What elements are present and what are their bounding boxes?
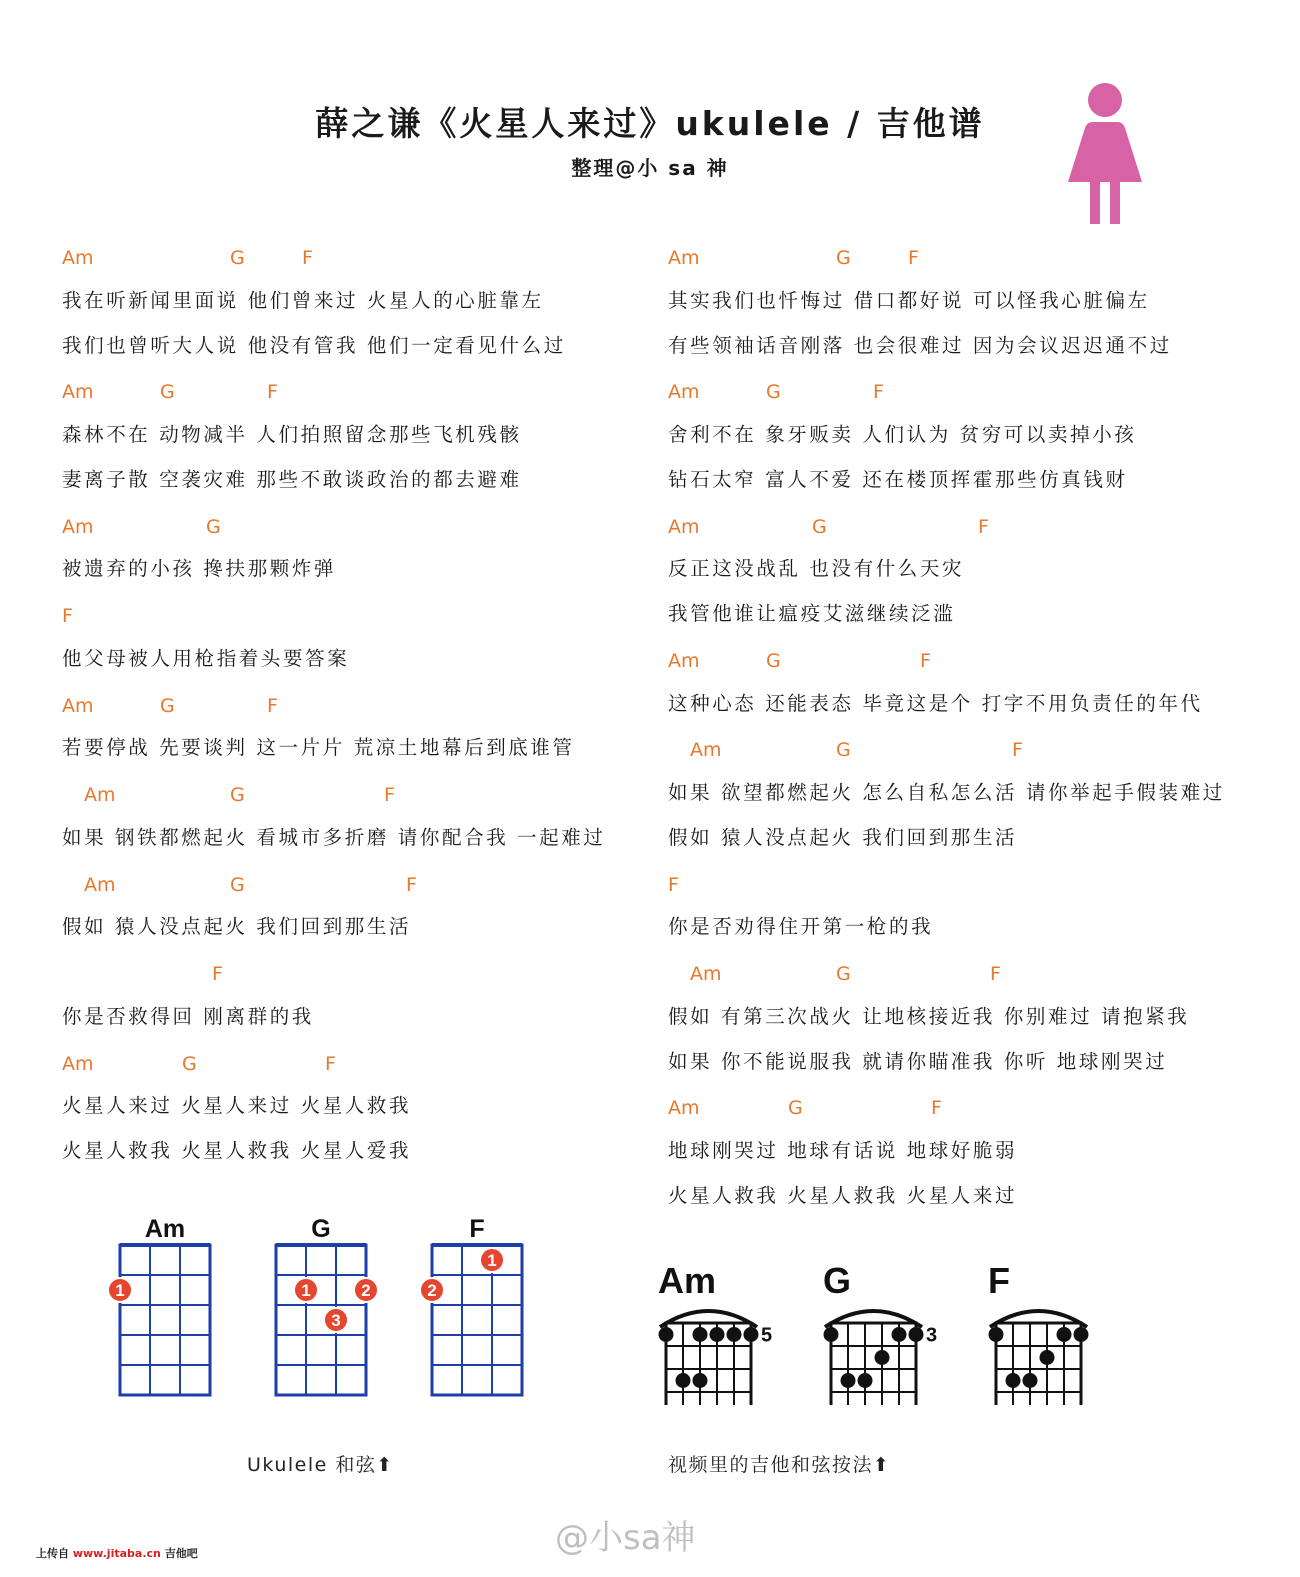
- chord-line: [62, 598, 606, 643]
- uploader-credit: [36, 1545, 198, 1561]
- guitar-finger-dot: [1023, 1373, 1038, 1388]
- chord-label: F: [384, 784, 395, 806]
- chord-line: [62, 1046, 606, 1091]
- chord-label: F: [920, 649, 931, 672]
- ukulele-finger-number: 2: [427, 1281, 437, 1300]
- lyric-line: 他父母被人用枪指着头要答案: [62, 646, 350, 670]
- guitar-finger-dot: [1074, 1327, 1089, 1342]
- lyric-line: 火星人救我 火星人救我 火星人来过: [668, 1183, 1018, 1207]
- chord-line: [668, 240, 1225, 285]
- lyric-line: 钻石太窄 富人不爱 还在楼顶挥霍那些仿真钱财: [668, 467, 1128, 491]
- lyric-line: 火星人来过 火星人来过 火星人救我: [62, 1094, 412, 1118]
- chord-label: G: [766, 649, 781, 672]
- lyric-line: 如果 钢铁都燃起火 看城市多折磨 请你配合我 一起难过: [62, 825, 606, 849]
- chord-label: Am: [668, 1097, 700, 1120]
- chord-label: Am: [690, 963, 722, 985]
- chord-label: G: [230, 784, 245, 806]
- woman-icon: [1060, 82, 1150, 227]
- lyric-line: 假如 猿人没点起火 我们回到那生活: [668, 825, 1018, 849]
- chord-label: Am: [62, 247, 94, 269]
- lyric-line: 妻离子散 空袭灾难 那些不敢谈政治的都去避难: [62, 467, 522, 491]
- chord-line: [668, 374, 1225, 419]
- lyric-line: 地球刚哭过 地球有话说 地球好脆弱: [668, 1139, 1018, 1162]
- chord-line: [62, 956, 606, 1001]
- guitar-chord-name: G: [823, 1260, 852, 1301]
- chord-line: [62, 867, 606, 912]
- ukulele-fretboard: [120, 1245, 210, 1395]
- lyric-line: 我管他谁让瘟疫艾滋继续泛滥: [668, 602, 956, 625]
- lyric-line: 这种心态 还能表态 毕竟这是个 打字不用负责任的年代: [668, 691, 1203, 715]
- ukulele-chord-name: G: [311, 1215, 331, 1243]
- chord-label: Am: [668, 247, 700, 269]
- chord-line: [62, 688, 606, 733]
- chord-label: F: [1012, 739, 1023, 762]
- chord-label: Am: [84, 784, 116, 806]
- lyric-line: 如果 欲望都燃起火 怎么自私怎么活 请你举起手假装难过: [668, 781, 1225, 804]
- chord-label: Am: [668, 515, 700, 538]
- ukulele-chord-name: F: [469, 1215, 485, 1243]
- guitar-fret-number: 5: [761, 1324, 773, 1347]
- chord-label: Am: [668, 649, 700, 672]
- uploader-site-link[interactable]: www.jitaba.cn: [72, 1547, 161, 1560]
- chord-label: G: [160, 381, 175, 404]
- chord-label: G: [182, 1052, 197, 1075]
- chord-line: [668, 867, 1225, 912]
- chord-label: F: [267, 381, 278, 404]
- chord-label: G: [836, 963, 851, 985]
- right-lyrics-column: [668, 240, 1225, 1225]
- ukulele-finger-number: 1: [487, 1251, 497, 1270]
- lyric-line: 我们也曾听大人说 他没有管我 他们一定看见什么过: [62, 333, 566, 357]
- guitar-finger-dot: [693, 1327, 708, 1342]
- guitar-finger-dot: [841, 1373, 856, 1388]
- chord-label: Am: [62, 381, 94, 404]
- chord-label: G: [812, 515, 827, 538]
- chord-label: F: [931, 1097, 942, 1120]
- chord-label: Am: [668, 381, 700, 404]
- guitar-finger-dot: [875, 1350, 890, 1365]
- guitar-finger-dot: [659, 1327, 674, 1342]
- guitar-finger-dot: [1040, 1350, 1055, 1365]
- guitar-finger-dot: [892, 1327, 907, 1342]
- uploader-suffix: 吉他吧: [164, 1547, 198, 1560]
- guitar-finger-dot: [710, 1327, 725, 1342]
- chord-label: F: [325, 1052, 336, 1075]
- guitar-finger-dot: [727, 1327, 742, 1342]
- guitar-barre-arc: [660, 1311, 757, 1327]
- chord-line: [62, 240, 606, 285]
- ukulele-finger-number: 1: [301, 1281, 311, 1300]
- chord-label: F: [978, 515, 989, 538]
- ukulele-finger-number: 2: [361, 1281, 371, 1300]
- lyric-line: 你是否救得回 刚离群的我: [62, 1004, 314, 1028]
- page-subtitle: 整理@小 sa 神: [571, 156, 729, 180]
- lyric-line: 我在听新闻里面说 他们曾来过 火星人的心脏靠左: [62, 288, 544, 312]
- lyric-line: 森林不在 动物减半 人们拍照留念那些飞机残骸: [62, 423, 522, 446]
- guitar-finger-dot: [1057, 1327, 1072, 1342]
- chord-label: F: [406, 873, 417, 896]
- chord-line: [62, 777, 606, 822]
- lyric-line: 其实我们也忏悔过 借口都好说 可以怪我心脏偏左: [668, 288, 1150, 312]
- chord-line: [668, 1090, 1225, 1135]
- lyric-line: 火星人救我 火星人救我 火星人爱我: [62, 1139, 412, 1162]
- ukulele-chord-diagrams: [100, 1210, 540, 1410]
- guitar-chord-diagrams: [650, 1255, 1120, 1405]
- chord-label: G: [836, 247, 851, 269]
- chord-label: F: [873, 381, 884, 404]
- chord-label: F: [267, 694, 278, 717]
- chord-label: F: [302, 247, 313, 269]
- chord-label: G: [788, 1097, 803, 1120]
- weibo-watermark: @小sa神: [555, 1518, 696, 1558]
- chord-label: Am: [84, 873, 116, 896]
- ukulele-finger-number: 1: [115, 1281, 125, 1300]
- guitar-barre-arc: [990, 1311, 1087, 1327]
- chord-line: [62, 509, 606, 554]
- guitar-finger-dot: [1006, 1373, 1021, 1388]
- chord-label: F: [212, 963, 223, 985]
- ukulele-chord-name: Am: [144, 1215, 186, 1243]
- guitar-finger-dot: [676, 1373, 691, 1388]
- guitar-finger-dot: [693, 1373, 708, 1388]
- guitar-chord-name: F: [988, 1260, 1010, 1301]
- ukulele-finger-number: 3: [331, 1311, 341, 1330]
- chord-label: Am: [62, 1052, 94, 1075]
- chord-label: Am: [690, 739, 722, 762]
- chord-label: G: [160, 694, 175, 717]
- guitar-barre-arc: [825, 1311, 922, 1327]
- ukulele-fretboard: [432, 1245, 522, 1395]
- chord-label: G: [836, 739, 851, 762]
- chord-label: F: [668, 873, 679, 896]
- guitar-finger-dot: [909, 1327, 924, 1342]
- chord-label: G: [206, 515, 221, 538]
- left-lyrics-column: [62, 240, 606, 1180]
- guitar-finger-dot: [744, 1327, 759, 1342]
- ukulele-caption: Ukulele 和弦⬆: [247, 1454, 394, 1476]
- chord-line: [668, 956, 1225, 1001]
- lyric-line: 你是否劝得住开第一枪的我: [668, 915, 934, 939]
- chord-label: G: [766, 381, 781, 404]
- lyric-line: 假如 猿人没点起火 我们回到那生活: [62, 915, 412, 939]
- chord-label: Am: [62, 515, 94, 538]
- lyric-line: 有些领袖话音刚落 也会很难过 因为会议迟迟通不过: [668, 333, 1172, 357]
- chord-label: F: [990, 963, 1001, 985]
- chord-label: F: [908, 247, 919, 269]
- lyric-line: 舍利不在 象牙贩卖 人们认为 贫穷可以卖掉小孩: [668, 423, 1137, 446]
- lyric-line: 假如 有第三次战火 让地核接近我 你别难过 请抱紧我: [668, 1004, 1190, 1028]
- lyric-line: 被遗弃的小孩 搀扶那颗炸弹: [62, 557, 336, 581]
- guitar-finger-dot: [858, 1373, 873, 1388]
- chord-line: [668, 509, 1225, 554]
- guitar-chord-name: Am: [658, 1260, 717, 1301]
- uploader-prefix: 上传自: [36, 1547, 69, 1560]
- guitar-caption: 视频里的吉他和弦按法⬆: [668, 1454, 891, 1476]
- guitar-finger-dot: [989, 1327, 1004, 1342]
- guitar-fret-number: 3: [926, 1324, 938, 1347]
- ukulele-fretboard: [276, 1245, 366, 1395]
- chord-line: [668, 643, 1225, 688]
- page-title: 薛之谦《火星人来过》ukulele / 吉他谱: [315, 104, 985, 143]
- chord-label: Am: [62, 694, 94, 717]
- lyric-line: 如果 你不能说服我 就请你瞄准我 你听 地球刚哭过: [668, 1049, 1168, 1073]
- chord-line: [62, 374, 606, 419]
- lyric-line: 反正这没战乱 也没有什么天灾: [668, 557, 965, 581]
- chord-label: G: [230, 873, 245, 896]
- guitar-finger-dot: [824, 1327, 839, 1342]
- lyric-line: 若要停战 先要谈判 这一片片 荒凉土地幕后到底谁管: [62, 736, 575, 760]
- chord-line: [668, 732, 1225, 777]
- chord-label: G: [230, 247, 245, 269]
- chord-label: F: [62, 605, 73, 627]
